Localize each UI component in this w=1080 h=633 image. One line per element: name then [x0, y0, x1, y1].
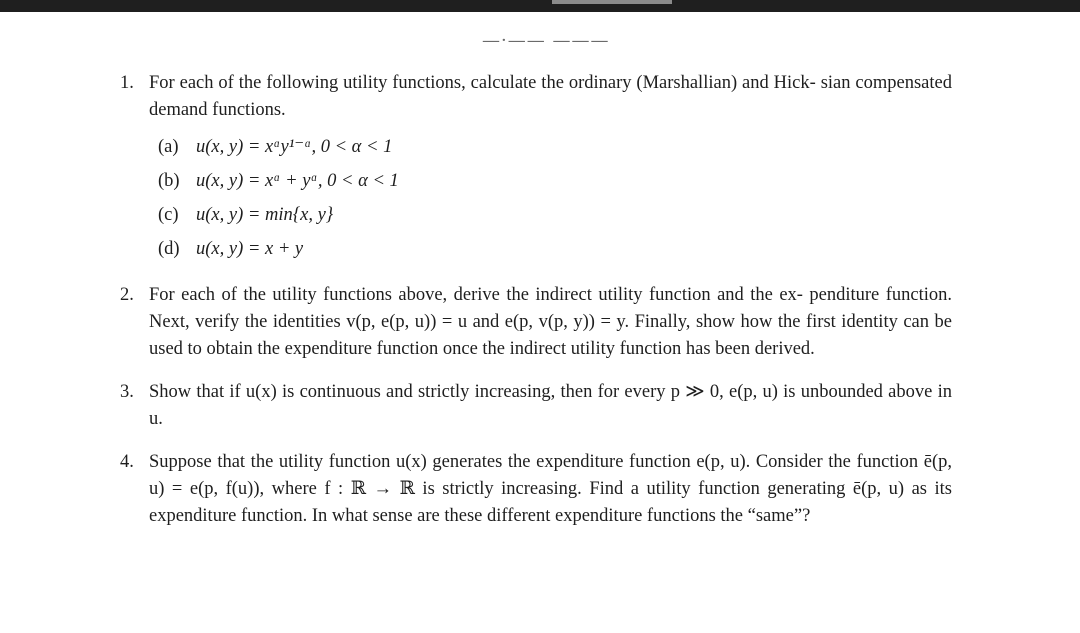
subitem-b	[158, 166, 952, 200]
problem-2	[120, 282, 952, 363]
problem-4	[120, 449, 952, 530]
subitem-d-formula: u(x, y) = x + y	[196, 239, 304, 259]
problem-list	[120, 70, 952, 530]
subitem-a	[158, 132, 952, 166]
subitem-c-formula: u(x, y) = min{x, y}	[196, 205, 334, 225]
problem-4-number: 4.	[120, 452, 134, 472]
problem-3-number: 3.	[120, 382, 134, 402]
cut-off-heading-fragment: —·—— ———	[482, 30, 610, 51]
problem-2-text: For each of the utility functions above, derive the indirect utility function and the ex- penditure function. Next, verify the identities v(p, e(p, u)) = u and e(p, v(p, y)) = y. Finally, show how the first identity can be used to obtain the expenditure function once the indirect utility function has been derived.	[149, 285, 952, 359]
problem-1	[120, 70, 952, 268]
top-bar	[0, 0, 1080, 12]
top-bar-tab	[552, 0, 672, 4]
problem-2-number: 2.	[120, 285, 134, 305]
problem-3-text: Show that if u(x) is continuous and strictly increasing, then for every p ≫ 0, e(p, u) is unbounded above in u.	[149, 382, 952, 429]
subitem-c-label: (c)	[158, 205, 179, 225]
subitem-a-formula: u(x, y) = xᵅy¹⁻ᵅ, 0 < α < 1	[196, 137, 393, 157]
subitem-a-label: (a)	[158, 137, 179, 157]
problem-4-text: Suppose that the utility function u(x) generates the expenditure function e(p, u). Consider the function ē(p, u) = e(p, f(u)), where f : ℝ → ℝ is strictly increasing. Find a utility function generating ē(p, u) as its expenditure function. In what sense are these different expenditure functions the “same”?	[149, 452, 952, 526]
problem-1-text: For each of the following utility functions, calculate the ordinary (Marshallian) and Hick- sian compensated demand functions.	[149, 73, 952, 120]
subitem-d	[158, 234, 952, 268]
subitem-b-label: (b)	[158, 171, 180, 191]
problem-3	[120, 379, 952, 433]
subitem-c	[158, 200, 952, 234]
problem-1-subitems	[158, 132, 952, 268]
subitem-d-label: (d)	[158, 239, 180, 259]
problem-1-number: 1.	[120, 73, 134, 93]
subitem-b-formula: u(x, y) = xᵅ + yᵅ, 0 < α < 1	[196, 171, 399, 191]
